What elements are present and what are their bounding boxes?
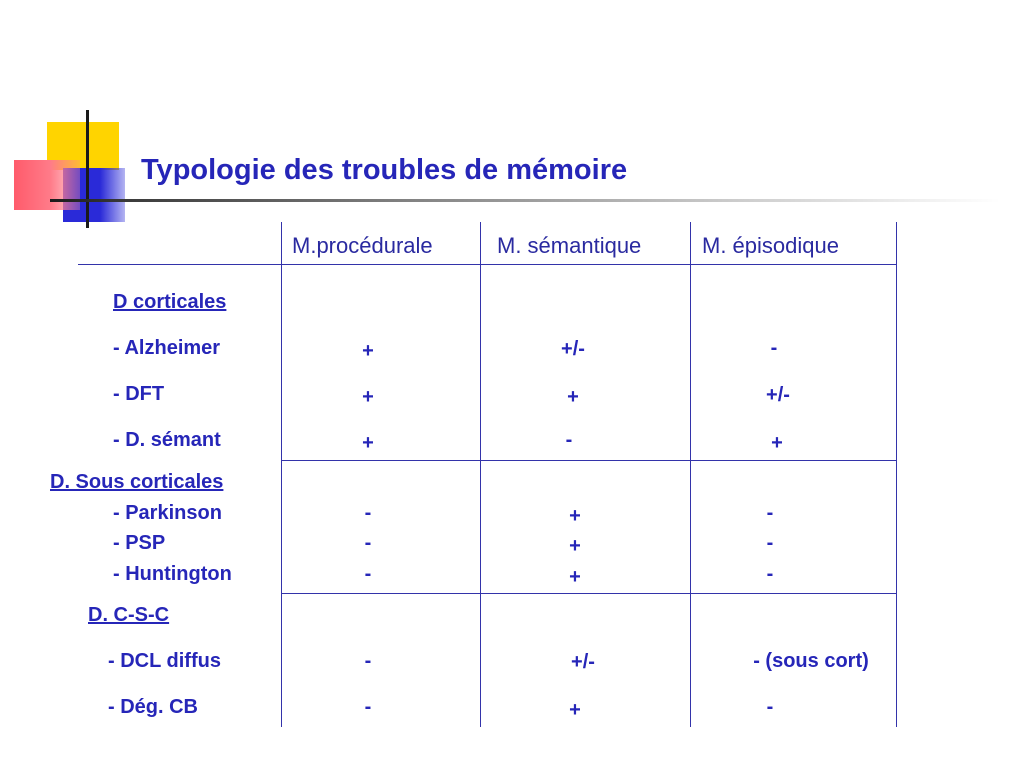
table-cell: + [362,386,374,408]
table-cell: - [766,563,774,585]
table-cell: +/- [571,651,595,673]
table-cell: - (sous cort) [753,650,869,672]
table-cell: + [569,699,581,721]
table-header-divider [78,264,896,265]
table-column-divider [896,222,897,727]
column-header-episodique: M. épisodique [702,233,839,258]
table-cell: + [771,432,783,454]
row-label: - Huntington [113,563,232,585]
table-cell: - [364,502,372,524]
row-label: - PSP [113,532,166,554]
column-header-procedurale: M.procédurale [292,233,433,258]
table-cell: +/- [766,384,790,406]
table-cell: + [569,535,581,557]
decorative-red-square [14,160,80,210]
table-column-divider [480,222,481,727]
table-cell: - [766,532,774,554]
table-cell: + [362,432,374,454]
decorative-vertical-line [86,110,89,228]
table-section-divider [281,593,896,594]
table-cell: - [364,696,372,718]
table-column-divider [281,222,282,727]
row-label: - Parkinson [113,502,222,524]
table-cell: + [569,566,581,588]
table-cell: + [567,386,579,408]
row-label: - DFT [113,383,165,405]
row-label: - Alzheimer [113,337,221,359]
title-underline [50,199,1000,202]
table-cell: - [364,563,372,585]
section-label: D. Sous corticales [50,471,224,493]
table-section-divider [281,460,896,461]
table-cell: - [565,429,573,451]
row-label: - D. sémant [113,429,221,451]
table-cell: - [364,650,372,672]
table-cell: +/- [561,338,585,360]
table-cell: - [770,337,778,359]
row-label: - DCL diffus [108,650,221,672]
table-column-divider [690,222,691,727]
section-label: D. C-S-C [88,604,170,626]
column-header-semantique: M. sémantique [497,233,642,258]
table-cell: - [766,502,774,524]
row-label: - Dég. CB [108,696,198,718]
slide-title: Typologie des troubles de mémoire [141,154,628,186]
table-cell: - [766,696,774,718]
section-label: D corticales [113,291,227,313]
table-cell: + [569,505,581,527]
table-cell: + [362,340,374,362]
table-cell: - [364,532,372,554]
